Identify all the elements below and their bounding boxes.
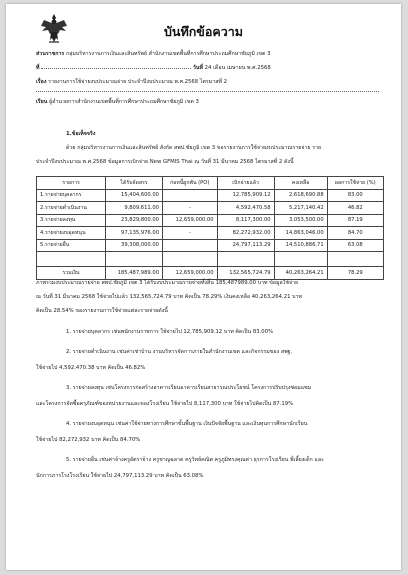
department-line xyxy=(36,50,379,58)
cell-po xyxy=(162,239,217,252)
cell-item: 4.รายจ่ายงบอุดหนุน xyxy=(37,227,106,240)
cell-percent: 87.19 xyxy=(327,214,383,227)
document-page xyxy=(6,4,401,570)
cell-total-po: 12,659,000.00 xyxy=(162,267,217,280)
cell-remaining: 5,217,140.42 xyxy=(274,202,327,215)
table-header-row xyxy=(37,177,384,190)
date-value: 24 เดือน เมษายน พ.ศ.2568 xyxy=(204,65,271,71)
item-2-line-1: 2. รายจ่ายดำเนินงาน เช่นค่าเช่าบ้าน งานบริหารจัดการภายในสำนักงานเขต และกิจกรรมของ สพฐ. xyxy=(66,349,293,355)
cell-spent: 82,272,932.00 xyxy=(217,227,274,240)
cell-total-allocated: 185,487,989.00 xyxy=(106,267,163,280)
item-5-line-1: 5. รายจ่ายอื่น เช่นค่าจ้างครูอัตราจ้าง ครูชาญฉลาด ครูวิทย์คณิต ครูภูมิทรงคุณค่า ธุรการโรงเรียน พี่เลี้ยงเด็ก และ xyxy=(66,457,324,463)
cell-item: 1.รายจ่ายบุคลากร xyxy=(37,189,106,202)
cell-po: - xyxy=(162,202,217,215)
subject-divider xyxy=(36,91,379,92)
cell-po xyxy=(162,189,217,202)
summary-line-2: ณ วันที่ 31 มีนาคม 2568 ใช้จ่ายไปแล้ว 132,565,724.79 บาท คิดเป็น 78.29% เงินคงเหลือ 40,263,264.21 บาท xyxy=(36,294,302,300)
cell-total-label: รวมเงิน xyxy=(37,267,106,280)
ref-label: ที่ xyxy=(36,65,40,71)
subject-label: เรื่อง xyxy=(36,79,47,85)
table-row xyxy=(37,202,384,215)
budget-table xyxy=(36,176,384,280)
department-value: กลุ่มบริหารงานการเงินและสินทรัพย์ สำนักงานเขตพื้นที่การศึกษาประถมศึกษาชัยภูมิ เขต 3 xyxy=(65,51,271,57)
cell-allocated: 23,829,800.00 xyxy=(106,214,163,227)
cell-percent: 63.08 xyxy=(327,239,383,252)
col-header-spent: เบิกจ่ายแล้ว xyxy=(217,177,274,190)
table-row xyxy=(37,214,384,227)
item-5-line-2: นักการภารโรงโรงเรียน ใช้จ่ายไป 24,797,113.29 บาท คิดเป็น 63.08% xyxy=(36,473,204,479)
col-header-po: ก่อหนี้ผูกพัน (PO) xyxy=(162,177,217,190)
cell-remaining: 14,863,046.00 xyxy=(274,227,327,240)
table-row xyxy=(37,227,384,240)
cell-allocated: 39,308,000.00 xyxy=(106,239,163,252)
cell-percent: 83.00 xyxy=(327,189,383,202)
facts-heading: 1.ข้อเท็จจริง xyxy=(66,131,96,137)
ref-dotted-field xyxy=(41,68,191,69)
cell-item: 3.รายจ่ายลงทุน xyxy=(37,214,106,227)
subject-line xyxy=(36,78,379,86)
cell-po: - xyxy=(162,227,217,240)
cell-spent: 8,117,300.00 xyxy=(217,214,274,227)
memo-title: บันทึกข้อความ xyxy=(164,24,243,39)
col-header-item: รายการ xyxy=(37,177,106,190)
col-header-allocated: ได้รับจัดสรร xyxy=(106,177,163,190)
cell-total-percent: 78.29 xyxy=(327,267,383,280)
cell-total-remaining: 40,263,264.21 xyxy=(274,267,327,280)
table-blank-row xyxy=(37,252,384,267)
table-row xyxy=(37,189,384,202)
cell-allocated: 97,135,976.00 xyxy=(106,227,163,240)
cell-item: 5.รายจ่ายอื่น xyxy=(37,239,106,252)
item-4-line-2: ใช้จ่ายไป 82,272,932 บาท คิดเป็น 84.70% xyxy=(36,437,141,443)
table-total-row xyxy=(37,267,384,280)
col-header-percent: ผลการใช้จ่าย (%) xyxy=(327,177,383,190)
summary-line-3: คิดเป็น 28.54% ของรายงานการใช้จ่ายแต่ละรายจ่ายดังนี้ xyxy=(36,308,168,314)
cell-total-spent: 132,565,724.79 xyxy=(217,267,274,280)
item-2-line-2: ใช้จ่ายไป 4,592,470.38 บาท คิดเป็น 46.82% xyxy=(36,365,146,371)
date-label: วันที่ xyxy=(192,65,203,71)
to-value: ผู้อำนวยการสำนักงานเขตพื้นที่การศึกษาประถมศึกษาชัยภูมิ เขต 3 xyxy=(49,99,199,105)
item-3-line-1: 3. รายจ่ายลงทุน เช่นโครงการก่อสร้างอาคารเรียนอาคารเรียนสาธารณประโยชน์ โครงการปรับปรุงซ่อมแซม xyxy=(66,385,312,391)
to-label: เรียน xyxy=(36,99,48,105)
cell-percent: 84.70 xyxy=(327,227,383,240)
ref-date-line xyxy=(36,64,379,72)
item-3-line-2: และโครงการจัดซื้อครุภัณฑ์ของหน่วยงานและของโรงเรียน ใช้จ่ายไป 8,117,300 บาท ใช้จ่ายไปคิดเป็น 87.19% xyxy=(36,401,294,407)
item-4-line-1: 4. รายจ่ายงบอุดหนุน เช่นค่าใช้จ่ายทางการศึกษาขั้นพื้นฐาน เงินปัจจัยพื้นฐาน และเงินทุนการศึกษานักเรียน xyxy=(66,421,308,427)
summary-line-1: ภาพรวมงบประมาณรายจ่าย สพป.ชัยภูมิ เขต 3 ได้รับงบประมาณรายจ่ายทั้งสิ้น 185,487989.00 บาท ข้อมูลใช้จ่าย xyxy=(36,280,299,286)
cell-remaining: 14,510,886.71 xyxy=(274,239,327,252)
cell-remaining: 2,618,690.88 xyxy=(274,189,327,202)
cell-spent: 4,592,470.58 xyxy=(217,202,274,215)
cell-spent: 12,785,909.12 xyxy=(217,189,274,202)
department-label: ส่วนราชการ xyxy=(36,51,65,57)
cell-percent: 46.82 xyxy=(327,202,383,215)
item-1: 1. รายจ่ายบุคลากร เช่นพนักงานราชการ ใช้จ่ายไป 12,785,909.12 บาท คิดเป็น 83.00% xyxy=(66,329,274,335)
cell-remaining: 3,053,500.00 xyxy=(274,214,327,227)
cell-allocated: 9,809,611.00 xyxy=(106,202,163,215)
facts-line-2: ประจำปีงบประมาณ พ.ศ.2568 ข้อมูลการเบิกจ่าย New GFMIS Thai ณ วันที่ 31 มีนาคม 2568 ไตรมาสที่ 2 ดังนี้ xyxy=(36,159,294,165)
subject-value: รายงานการใช้จ่ายงบประมาณจ่าย ประจำปีงบประมาณ พ.ศ.2568 ไตรมาสที่ 2 xyxy=(48,79,228,85)
cell-po: 12,659,000.00 xyxy=(162,214,217,227)
col-header-remaining: คงเหลือ xyxy=(274,177,327,190)
to-line xyxy=(36,98,379,106)
cell-spent: 24,797,113.29 xyxy=(217,239,274,252)
table-row xyxy=(37,239,384,252)
cell-item: 2.รายจ่ายดำเนินงาน xyxy=(37,202,106,215)
cell-allocated: 15,404,600.00 xyxy=(106,189,163,202)
facts-line-1: ด้วย กลุ่มบริหารงานการเงินและสินทรัพย์ สังกัด สพป.ชัยภูมิ เขต 3 ขอรายงานการใช้จ่ายงบประมาณรายจ่าย ราย xyxy=(66,145,322,151)
